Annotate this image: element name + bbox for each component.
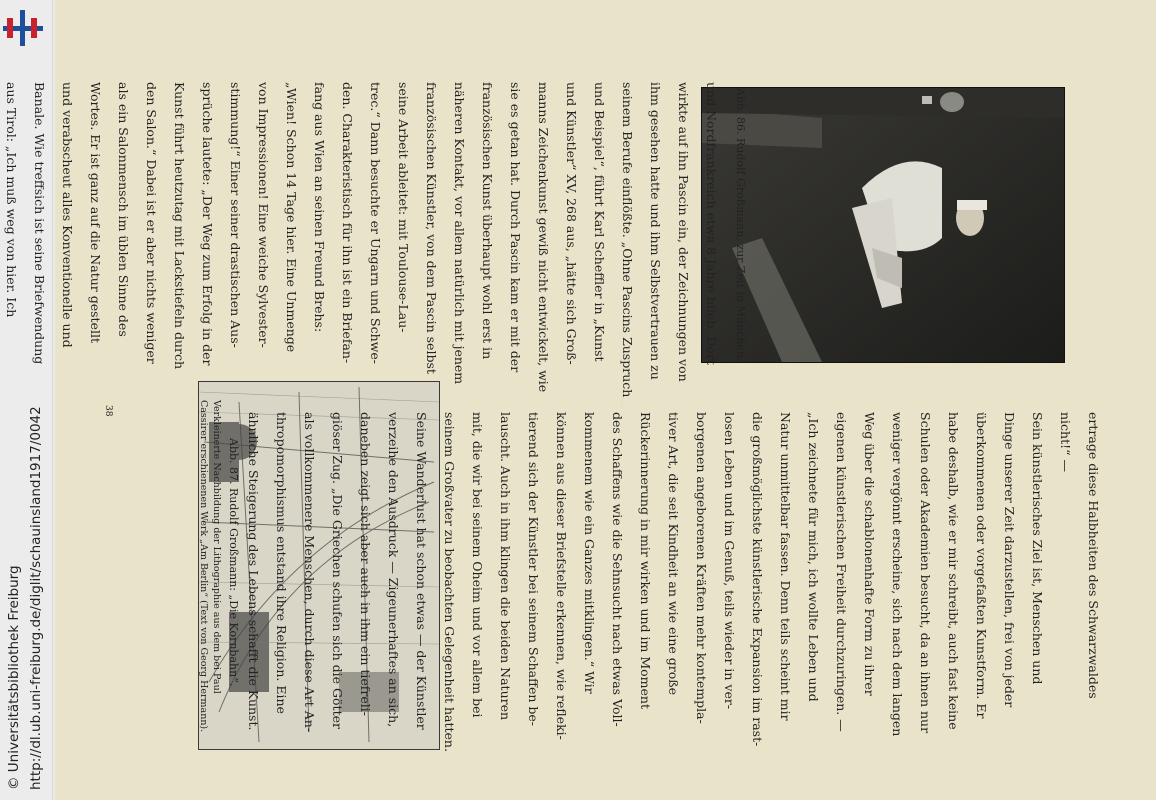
text-line: weniger vergönnt erscheine, sich nach dem langen xyxy=(890,412,905,737)
text-line: thropomorphismus entstand ihre Religion. Eine xyxy=(274,412,289,714)
text-line: ertrage diese Halbheiten des Schwarzwaldes xyxy=(1086,412,1101,699)
text-line: wirkte auf ihn Pascin ein, der Zeichnungen von xyxy=(676,82,691,382)
text-line: näheren Kontakt, vor allem natürlich mit jenem xyxy=(452,82,467,385)
text-line: nicht!“ — xyxy=(1058,412,1073,473)
text-line: verzeihe den Ausdruck — Zigeunerhaftes an sich, xyxy=(386,412,401,728)
text-line: Dinge unserer Zeit darzustellen, frei von jeder xyxy=(1002,412,1017,708)
text-line: „Wien! Schon 14 Tage hier. Eine Unmenge xyxy=(284,82,299,353)
right-text-column xyxy=(239,412,1107,752)
text-line: des Schaffens wie die Sehnsucht nach etwas Voll- xyxy=(610,412,625,727)
text-line: tierend sich der Künstler bei seinem Schaffen be- xyxy=(526,412,541,726)
text-line: und Nordfrankreich etwa 8 Jahre blieb. Dort xyxy=(704,82,719,365)
text-line: die großmöglichste künstlerische Expansion im rast- xyxy=(750,412,765,747)
text-line: Rückerinnerung in mir wirken und im Moment xyxy=(638,412,653,709)
text-line: und verabscheut alles Konventionelle und xyxy=(60,82,75,348)
text-line: eigenen künstlerischen Freiheit durchzuringen. — xyxy=(834,412,849,732)
text-line: als ein Salonmensch im üblen Sinne des xyxy=(116,82,131,337)
text-line: französischen Kunst überhaupt wohl erst in xyxy=(480,82,495,360)
text-line: Wortes. Er ist ganz auf die Natur gestellt xyxy=(88,82,103,343)
text-line: als vollkommenere Menschen, durch diese Art An- xyxy=(302,412,317,733)
text-line: und Beispiel“, führt Karl Scheffler in „Kunst xyxy=(592,82,607,362)
text-line: ihm gesehen hatte und ihm Selbstvertrauen zu xyxy=(648,82,663,380)
text-line: kommenem wie ein Ganzes mitklingen.“ Wir xyxy=(582,412,597,694)
text-line: seinem Großvater zu beobachten Gelegenheit hatten. xyxy=(442,412,457,752)
text-line: losen Leben und im Genuß, teils wieder in ver- xyxy=(722,412,737,710)
text-line: Weg über die schablonenhafte Form zu ihrer xyxy=(862,412,877,696)
text-line: giöser Zug. „Die Griechen schufen sich die Götter xyxy=(330,412,345,729)
text-line: den. Charakteristisch für ihn ist ein Briefan- xyxy=(340,82,355,364)
text-line: sie es getan hat. Durch Pascin kam er mit der xyxy=(508,82,523,373)
text-line: ähnliche Steigerung des Lebens schafft die Kunst. xyxy=(246,412,261,731)
text-line: fang aus Wien an seinen Freund Brehs: xyxy=(312,82,327,333)
figure-87-note: Verkleinerte Nachbildung der Lithographie aus dem bei Paul Cassirer erschienenen Werk „Am Berlin“ (Text von Georg Hermann). xyxy=(198,400,222,733)
text-line: manns Zeichenkunst gewiß nicht entwickelt, wie xyxy=(536,82,551,393)
text-line: Sein künstlerisches Ziel ist, Menschen und xyxy=(1030,412,1045,685)
text-line: trec.“ Dann besuchte er Ungarn und Schwe- xyxy=(368,82,383,364)
text-line: französischen Künstler, von dem Pascin selbst xyxy=(424,82,439,374)
library-logo-icon xyxy=(2,6,44,48)
figure-87-caption: Abb. 87. Rudolf Großmann: „Die Kornbahn“. xyxy=(227,438,240,687)
source-url[interactable]: http://dl.ub.uni-freiburg.de/diglit/schauinsland1917/0042 xyxy=(28,406,44,790)
copyright-notice: © Universitätsbibliothek Freiburg xyxy=(6,565,22,790)
text-line: stimmung!“ Einer seiner drastischen Aus- xyxy=(228,82,243,348)
text-line: Seine Wanderlust hat schon etwas — der Künstler xyxy=(414,412,429,730)
text-line: können aus dieser Briefstelle erkennen, wie refleki- xyxy=(554,412,569,740)
text-line: tiver Art, die seit Kindheit an wie eine große xyxy=(666,412,681,696)
text-line: sprüche lautete: „Der Weg zum Erfolg in der xyxy=(200,82,215,366)
text-line: mit, die wir bei seinem Oheim und vor allem bei xyxy=(470,412,485,718)
text-line: lauscht. Auch in ihm klingen die beiden Naturen xyxy=(498,412,513,721)
text-line: seinem Berufe einflößte. „Ohne Pascins Zuspruch xyxy=(620,82,635,398)
text-line: „Ich zeichnete für mich, ich wollte Leben und xyxy=(806,412,821,702)
text-line: Natur unmittelbar fassen. Denn teils scheint mir xyxy=(778,412,793,721)
text-line: daneben zeigt sich aber auch in ihm ein tiefreli- xyxy=(358,412,373,717)
figure-86-caption: Abb. 86. Rudolf Großmann, zur Zeit in München. xyxy=(734,88,747,362)
left-text-column xyxy=(0,82,725,398)
text-line: und Künstler“ XV, 268 aus, „hätte sich Groß- xyxy=(564,82,579,365)
text-line: Kunst führt heutzutag mit Lackstiefeln durch xyxy=(172,82,187,370)
text-line: borgenen angeborenen Kräften mehr kontempla- xyxy=(694,412,709,724)
text-line: Schulen oder Akademien besucht, da an ihnen nur xyxy=(918,412,933,734)
text-line: Banale. Wie treffsich ist seine Briefwendung xyxy=(32,82,47,365)
text-line: habe deshalb, wie er mir schreibt, auch fast keine xyxy=(946,412,961,730)
text-line: den Salon.“ Dabei ist er aber nichts weniger xyxy=(144,82,159,364)
text-line: aus Tirol: „Ich muß weg von hier. Ich xyxy=(4,82,19,318)
text-line: seine Arbeit ableitet: mit Toulouse-Lau- xyxy=(396,82,411,333)
portrait-photograph xyxy=(701,87,1065,363)
text-line: von Impressionen! Eine weiche Sylvester- xyxy=(256,82,271,348)
text-line: überkommenen oder vorgefaßten Kunstform. Er xyxy=(974,412,989,719)
page-number: 38 xyxy=(103,405,113,417)
